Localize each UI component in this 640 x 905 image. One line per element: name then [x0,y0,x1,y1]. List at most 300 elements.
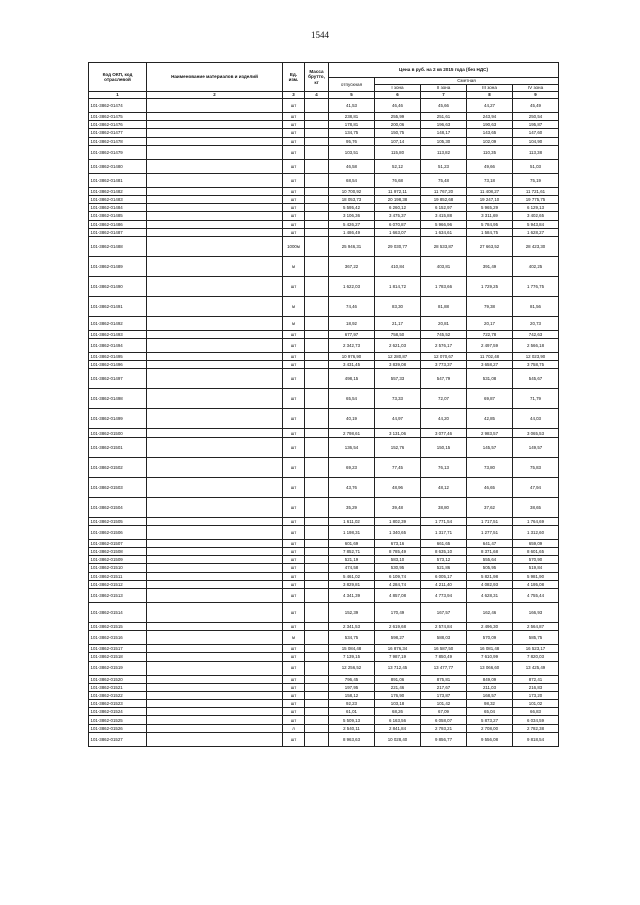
row-release-price: 601,69 [329,539,375,547]
row-name [147,437,283,457]
column-number: 2 [147,92,283,99]
row-release-price: 5 461,02 [329,572,375,580]
row-release-price: 178,81 [329,121,375,129]
row-code: 101-3862-01519 [89,661,147,675]
row-release-price: 95,76 [329,137,375,145]
row-zone-2-price: 148,17 [421,129,467,137]
row-code: 101-3862-01491 [89,296,147,316]
row-zone-4-price: 16 523,17 [513,645,559,653]
row-zone-4-price: 166,93 [513,602,559,622]
row-zone-1-price: 557,33 [375,369,421,389]
row-zone-4-price: 104,90 [513,137,559,145]
row-code: 101-3862-01489 [89,256,147,276]
row-name [147,691,283,699]
row-mass [305,173,329,187]
price-table [88,62,559,747]
table-row [89,691,559,699]
row-zone-2-price: 101,42 [421,700,467,708]
row-mass [305,700,329,708]
row-zone-3-price: 1 729,25 [467,276,513,296]
row-zone-3-price: 27 663,52 [467,236,513,256]
row-zone-4-price: 66,83 [513,708,559,716]
row-name [147,572,283,580]
row-release-price: 238,81 [329,113,375,121]
row-zone-1-price: 3 131,06 [375,429,421,437]
row-zone-4-price: 75,19 [513,173,559,187]
row-unit: шт [283,580,305,588]
row-zone-2-price: 4 211,40 [421,580,467,588]
row-zone-3-price: 243,94 [467,113,513,121]
row-zone-4-price: 5 981,90 [513,572,559,580]
row-zone-1-price: 83,30 [375,296,421,316]
row-name [147,137,283,145]
row-zone-2-price: 403,81 [421,256,467,276]
row-zone-3-price: 162,46 [467,602,513,622]
row-release-price: 1 611,02 [329,517,375,525]
row-zone-4-price: 1 628,27 [513,228,559,236]
row-zone-3-price: 1 584,75 [467,228,513,236]
row-name [147,653,283,661]
row-zone-1-price: 758,50 [375,330,421,338]
row-zone-3-price: 11 702,48 [467,353,513,361]
row-zone-2-price: 11 767,20 [421,187,467,195]
column-number: 4 [305,92,329,99]
row-code: 101-3862-01511 [89,572,147,580]
row-name [147,195,283,203]
row-code: 101-3862-01478 [89,137,147,145]
row-mass [305,389,329,409]
row-zone-3-price: 168,57 [467,691,513,699]
row-zone-3-price: 73,80 [467,457,513,477]
row-name [147,716,283,724]
row-mass [305,228,329,236]
row-zone-3-price: 11 408,27 [467,187,513,195]
row-zone-4-price: 71,79 [513,389,559,409]
row-mass [305,457,329,477]
row-code: 101-3862-01505 [89,517,147,525]
table-row [89,228,559,236]
row-zone-3-price: 110,35 [467,145,513,159]
row-mass [305,708,329,716]
row-unit: шт [283,700,305,708]
row-unit: шт [283,339,305,353]
row-release-price: 7 852,71 [329,548,375,556]
row-unit: шт [283,369,305,389]
row-zone-1-price: 11 972,11 [375,187,421,195]
row-name [147,99,283,113]
column-number: 6 [375,92,421,99]
row-code: 101-3862-01510 [89,564,147,572]
table-row [89,517,559,525]
row-zone-4-price: 3 402,65 [513,212,559,220]
row-zone-3-price: 20,17 [467,316,513,330]
row-zone-1-price: 6 109,74 [375,572,421,580]
row-code: 101-3862-01492 [89,316,147,330]
row-mass [305,369,329,389]
row-name [147,316,283,330]
table-row [89,339,559,353]
table-row [89,539,559,547]
table-row [89,683,559,691]
row-code: 101-3862-01520 [89,675,147,683]
table-row [89,361,559,369]
row-unit: шт [283,653,305,661]
row-zone-3-price: 79,38 [467,296,513,316]
table-row [89,732,559,746]
row-release-price: 5 426,27 [329,220,375,228]
table-row [89,353,559,361]
row-mass [305,631,329,645]
row-zone-1-price: 76,68 [375,173,421,187]
row-code: 101-3862-01482 [89,187,147,195]
row-zone-4-price: 45,49 [513,99,559,113]
row-name [147,330,283,338]
row-name [147,121,283,129]
row-release-price: 92,23 [329,700,375,708]
table-row [89,389,559,409]
row-code: 101-3862-01495 [89,353,147,361]
table-row [89,173,559,187]
row-zone-4-price: 519,84 [513,564,559,572]
row-release-price: 68,54 [329,173,375,187]
row-unit: л [283,724,305,732]
row-mass [305,236,329,256]
header-zone-3: III зона [467,85,513,92]
row-release-price: 498,15 [329,369,375,389]
row-release-price: 74,46 [329,296,375,316]
row-release-price: 367,22 [329,256,375,276]
row-zone-3-price: 3 658,27 [467,361,513,369]
row-zone-3-price: 42,85 [467,409,513,429]
row-zone-4-price: 75,83 [513,457,559,477]
row-zone-1-price: 410,84 [375,256,421,276]
row-mass [305,330,329,338]
row-zone-1-price: 6 070,87 [375,220,421,228]
row-unit: шт [283,437,305,457]
row-zone-3-price: 49,66 [467,159,513,173]
row-name [147,212,283,220]
row-unit: шт [283,212,305,220]
row-code: 101-3862-01476 [89,121,147,129]
row-name [147,353,283,361]
row-zone-4-price: 7 820,03 [513,653,559,661]
header-zone-4: IV зона [513,85,559,92]
row-zone-4-price: 28 423,30 [513,236,559,256]
column-number: 7 [421,92,467,99]
row-mass [305,187,329,195]
row-zone-1-price: 200,06 [375,121,421,129]
row-unit: шт [283,195,305,203]
row-zone-1-price: 530,95 [375,564,421,572]
row-mass [305,525,329,539]
table-row [89,716,559,724]
row-mass [305,99,329,113]
header-mass: Масса брутто, кг [305,63,329,92]
row-zone-4-price: 4 755,44 [513,588,559,602]
row-zone-2-price: 51,23 [421,159,467,173]
row-zone-1-price: 4 284,74 [375,580,421,588]
row-name [147,228,283,236]
row-zone-1-price: 13 712,45 [375,661,421,675]
table-row [89,195,559,203]
row-unit: шт [283,622,305,630]
row-zone-1-price: 29 030,77 [375,236,421,256]
row-mass [305,121,329,129]
row-zone-4-price: 2 564,87 [513,622,559,630]
row-zone-4-price: 149,57 [513,437,559,457]
row-name [147,113,283,121]
row-code: 101-3862-01500 [89,429,147,437]
row-code: 101-3862-01483 [89,195,147,203]
row-code: 101-3862-01507 [89,539,147,547]
row-unit: шт [283,99,305,113]
row-zone-4-price: 1 312,60 [513,525,559,539]
row-unit: шт [283,361,305,369]
row-zone-4-price: 4 195,08 [513,580,559,588]
column-number: 1 [89,92,147,99]
row-zone-1-price: 673,16 [375,539,421,547]
row-zone-4-price: 147,60 [513,129,559,137]
row-release-price: 46,58 [329,159,375,173]
row-name [147,675,283,683]
row-code: 101-3862-01509 [89,556,147,564]
row-zone-1-price: 52,12 [375,159,421,173]
row-name [147,588,283,602]
row-zone-3-price: 722,78 [467,330,513,338]
row-zone-3-price: 190,63 [467,121,513,129]
table-row [89,653,559,661]
row-code: 101-3862-01493 [89,330,147,338]
row-zone-1-price: 12 280,87 [375,353,421,361]
row-name [147,296,283,316]
row-zone-4-price: 216,83 [513,683,559,691]
row-zone-3-price: 5 873,27 [467,716,513,724]
row-zone-4-price: 3 758,75 [513,361,559,369]
row-code: 101-3862-01518 [89,653,147,661]
table-row [89,497,559,517]
row-mass [305,716,329,724]
row-mass [305,572,329,580]
row-zone-3-price: 1 717,51 [467,517,513,525]
row-mass [305,339,329,353]
table-row [89,564,559,572]
row-zone-2-price: 13 477,77 [421,661,467,675]
row-unit: шт [283,330,305,338]
row-unit: шт [283,220,305,228]
row-zone-1-price: 255,99 [375,113,421,121]
row-zone-3-price: 1 277,51 [467,525,513,539]
row-mass [305,556,329,564]
row-code: 101-3862-01477 [89,129,147,137]
row-mass [305,477,329,497]
row-unit: шт [283,113,305,121]
row-zone-2-price: 661,65 [421,539,467,547]
row-mass [305,256,329,276]
row-unit: м [283,316,305,330]
row-zone-2-price: 28 533,87 [421,236,467,256]
row-release-price: 1 486,49 [329,228,375,236]
row-code: 101-3862-01525 [89,716,147,724]
row-zone-4-price: 13 425,49 [513,661,559,675]
row-name [147,661,283,675]
row-zone-2-price: 573,12 [421,556,467,564]
row-name [147,236,283,256]
row-release-price: 43,76 [329,477,375,497]
table-row [89,187,559,195]
row-mass [305,409,329,429]
row-zone-1-price: 6 260,12 [375,204,421,212]
row-name [147,220,283,228]
row-mass [305,113,329,121]
row-release-price: 1 198,31 [329,525,375,539]
row-zone-3-price: 555,64 [467,556,513,564]
row-zone-4-price: 1 776,75 [513,276,559,296]
row-zone-3-price: 570,09 [467,631,513,645]
row-mass [305,691,329,699]
table-row [89,525,559,539]
row-name [147,276,283,296]
table-row [89,236,559,256]
row-name [147,645,283,653]
row-zone-2-price: 3 415,88 [421,212,467,220]
row-zone-2-price: 217,67 [421,683,467,691]
row-unit: 1000м [283,236,305,256]
row-zone-4-price: 113,38 [513,145,559,159]
row-zone-4-price: 570,90 [513,556,559,564]
row-mass [305,602,329,622]
row-zone-1-price: 1 802,39 [375,517,421,525]
row-zone-2-price: 9 856,77 [421,732,467,746]
row-unit: шт [283,732,305,746]
row-zone-3-price: 4 628,31 [467,588,513,602]
row-name [147,389,283,409]
row-unit: шт [283,539,305,547]
row-release-price: 41,53 [329,99,375,113]
row-name [147,145,283,159]
row-name [147,361,283,369]
row-zone-1-price: 3 839,08 [375,361,421,369]
row-unit: шт [283,228,305,236]
row-release-price: 8 963,63 [329,732,375,746]
row-unit: шт [283,429,305,437]
row-code: 101-3862-01503 [89,477,147,497]
table-row [89,572,559,580]
row-zone-4-price: 3 065,53 [513,429,559,437]
row-zone-1-price: 6 163,56 [375,716,421,724]
row-zone-1-price: 2 621,03 [375,339,421,353]
table-row [89,137,559,145]
row-zone-3-price: 37,62 [467,497,513,517]
row-zone-3-price: 69,87 [467,389,513,409]
row-zone-1-price: 176,90 [375,691,421,699]
row-zone-4-price: 872,41 [513,675,559,683]
row-zone-1-price: 115,80 [375,145,421,159]
row-unit: шт [283,645,305,653]
table-body [89,99,559,747]
row-zone-3-price: 16 081,48 [467,645,513,653]
column-number: 3 [283,92,305,99]
row-zone-2-price: 105,30 [421,137,467,145]
row-release-price: 61,01 [329,708,375,716]
column-number: 5 [329,92,375,99]
row-zone-4-price: 101,02 [513,700,559,708]
row-zone-1-price: 20 198,38 [375,195,421,203]
row-name [147,517,283,525]
row-name [147,556,283,564]
row-unit: шт [283,389,305,409]
row-code: 101-3862-01524 [89,708,147,716]
table-row [89,457,559,477]
row-unit: м [283,296,305,316]
table-row [89,724,559,732]
row-zone-2-price: 38,80 [421,497,467,517]
table-row [89,256,559,276]
row-release-price: 3 829,81 [329,580,375,588]
row-zone-2-price: 45,66 [421,99,467,113]
row-unit: шт [283,137,305,145]
row-release-price: 2 341,53 [329,622,375,630]
row-code: 101-3862-01513 [89,588,147,602]
row-unit: шт [283,525,305,539]
row-name [147,409,283,429]
row-zone-3-price: 5 821,98 [467,572,513,580]
row-zone-2-price: 196,63 [421,121,467,129]
row-release-price: 18,92 [329,316,375,330]
table-row [89,477,559,497]
row-zone-1-price: 77,45 [375,457,421,477]
row-unit: шт [283,675,305,683]
row-code: 101-3862-01521 [89,683,147,691]
row-code: 101-3862-01474 [89,99,147,113]
row-zone-4-price: 5 943,84 [513,220,559,228]
row-release-price: 136,54 [329,437,375,457]
row-zone-3-price: 505,95 [467,564,513,572]
row-zone-2-price: 3 773,37 [421,361,467,369]
row-zone-3-price: 641,47 [467,539,513,547]
row-mass [305,220,329,228]
row-zone-3-price: 13 066,60 [467,661,513,675]
row-mass [305,316,329,330]
row-code: 101-3862-01496 [89,361,147,369]
row-zone-4-price: 742,63 [513,330,559,338]
row-unit: шт [283,457,305,477]
row-zone-4-price: 1 764,69 [513,517,559,525]
table-row [89,631,559,645]
row-code: 101-3862-01497 [89,369,147,389]
row-zone-3-price: 5 784,95 [467,220,513,228]
row-zone-2-price: 1 771,54 [421,517,467,525]
row-mass [305,159,329,173]
row-zone-3-price: 145,57 [467,437,513,457]
row-zone-2-price: 72,07 [421,389,467,409]
row-mass [305,645,329,653]
table-row [89,661,559,675]
row-name [147,187,283,195]
row-name [147,457,283,477]
row-name [147,525,283,539]
row-zone-2-price: 5 966,96 [421,220,467,228]
row-code: 101-3862-01527 [89,732,147,746]
row-name [147,539,283,547]
row-unit: шт [283,204,305,212]
row-name [147,159,283,173]
table-row [89,588,559,602]
row-unit: шт [283,477,305,497]
row-release-price: 2 798,61 [329,429,375,437]
row-mass [305,129,329,137]
column-number: 9 [513,92,559,99]
table-row [89,316,559,330]
